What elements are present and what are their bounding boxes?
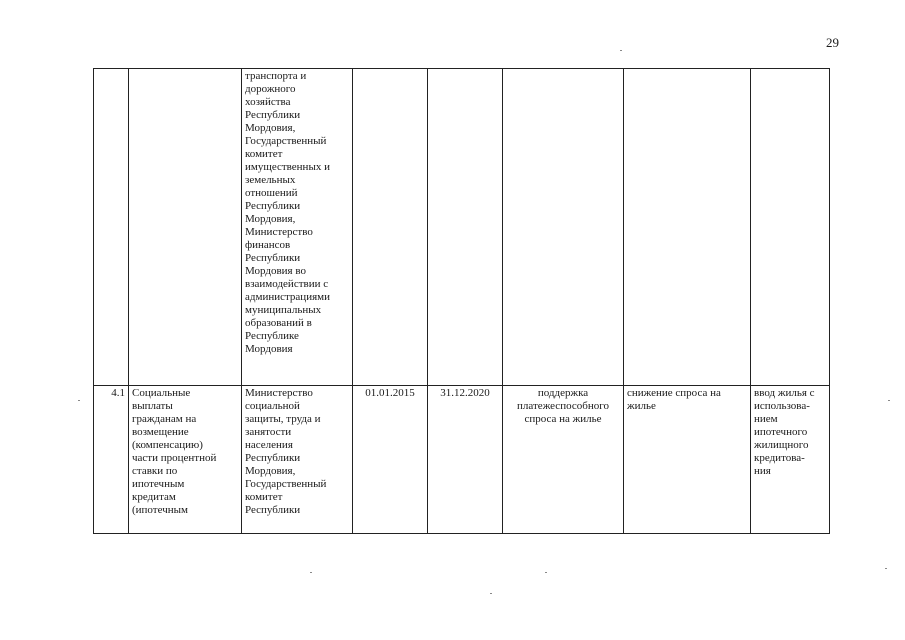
cell-text-line: Республики xyxy=(245,200,301,212)
cell-text-line: Мордовия, xyxy=(245,122,296,134)
cell-text-line: (ипотечным xyxy=(132,504,188,516)
cell-text-line: (компенсацию) xyxy=(132,439,203,451)
cell-text-line: Министерство xyxy=(245,387,313,399)
cell-text-line: Мордовия xyxy=(245,343,293,355)
cell-text-line: Республики xyxy=(245,504,301,516)
cell-text-line: населения xyxy=(245,439,293,451)
cell-text-line: финансов xyxy=(245,239,291,251)
cell-text-line: Государственный xyxy=(245,135,327,147)
scan-speck xyxy=(490,593,492,594)
consequence-cell xyxy=(624,69,751,386)
cell-text-line: платежеспособного xyxy=(517,400,609,412)
cell-text-line: спроса на жилье xyxy=(524,413,602,425)
table-row xyxy=(94,69,830,386)
indicator-link-cell xyxy=(751,386,830,534)
executors-cell xyxy=(242,386,353,534)
cell-text-line: администрациями xyxy=(245,291,330,303)
cell-text-line: ипотечного xyxy=(754,426,808,438)
cell-text-line: имущественных и xyxy=(245,161,330,173)
cell-text-line: жилищного xyxy=(754,439,809,451)
row-number-cell xyxy=(94,69,129,386)
cell-text-line: занятости xyxy=(245,426,292,438)
program-table xyxy=(93,68,830,534)
measure-name-cell xyxy=(129,386,242,534)
cell-text-line: комитет xyxy=(245,491,283,503)
cell-text-line: нием xyxy=(754,413,778,425)
cell-text-line: муниципальных xyxy=(245,304,322,316)
cell-text-line: гражданам на xyxy=(132,413,197,425)
cell-text-line: снижение спроса на xyxy=(627,387,721,399)
cell-text-line: Мордовия, xyxy=(245,465,296,477)
scan-speck xyxy=(310,572,312,573)
cell-text-line: поддержка xyxy=(537,387,589,399)
scan-speck xyxy=(545,572,547,573)
cell-text-line: ставки по xyxy=(132,465,178,477)
cell-text-line: Министерство xyxy=(245,226,313,238)
cell-text-line: земельных xyxy=(245,174,296,186)
row-number-cell: 4.1 xyxy=(94,386,129,534)
cell-text-line: Республики xyxy=(245,452,301,464)
cell-text-line: Мордовия, xyxy=(245,213,296,225)
cell-text-line: взаимодействии с xyxy=(245,278,329,290)
cell-text-line: Республики xyxy=(245,252,301,264)
cell-text-line: социальной xyxy=(245,400,300,412)
cell-text-line: ввод жилья с xyxy=(754,387,815,399)
cell-text-line: ипотечным xyxy=(132,478,185,490)
cell-text-line: Социальные xyxy=(132,387,191,399)
start-date-cell xyxy=(353,69,428,386)
consequence-cell xyxy=(624,386,751,534)
measure-name-cell xyxy=(129,69,242,386)
cell-text-line: ния xyxy=(754,465,771,477)
cell-text-line: использова- xyxy=(754,400,810,412)
cell-text-line: возмещение xyxy=(132,426,189,438)
scan-speck xyxy=(78,400,80,401)
cell-text-line: образований в xyxy=(245,317,312,329)
page-number: 29 xyxy=(826,35,839,50)
cell-text-line: Республике xyxy=(245,330,299,342)
start-date-cell: 01.01.2015 xyxy=(353,386,428,534)
end-date-cell: 31.12.2020 xyxy=(428,386,503,534)
expected-result-cell xyxy=(503,386,624,534)
cell-text-line: Республики xyxy=(245,109,301,121)
scan-speck xyxy=(885,568,887,569)
table-row xyxy=(94,386,830,534)
cell-text-line: выплаты xyxy=(132,400,173,412)
cell-text-line: кредитова- xyxy=(754,452,805,464)
cell-text-line: отношений xyxy=(245,187,298,199)
scan-speck xyxy=(620,50,622,51)
indicator-link-cell xyxy=(751,69,830,386)
cell-text-line: жилье xyxy=(627,400,656,412)
cell-text-line: дорожного xyxy=(245,83,296,95)
expected-result-cell xyxy=(503,69,624,386)
cell-text-line: части процентной xyxy=(132,452,217,464)
end-date-cell xyxy=(428,69,503,386)
cell-text-line: хозяйства xyxy=(245,96,291,108)
cell-text-line: Мордовия во xyxy=(245,265,306,277)
scan-speck xyxy=(888,400,890,401)
cell-text-line: транспорта и xyxy=(245,70,307,82)
cell-text-line: Государственный xyxy=(245,478,327,490)
cell-text-line: комитет xyxy=(245,148,283,160)
cell-text-line: защиты, труда и xyxy=(245,413,321,425)
cell-text-line: кредитам xyxy=(132,491,176,503)
executors-cell xyxy=(242,69,353,386)
